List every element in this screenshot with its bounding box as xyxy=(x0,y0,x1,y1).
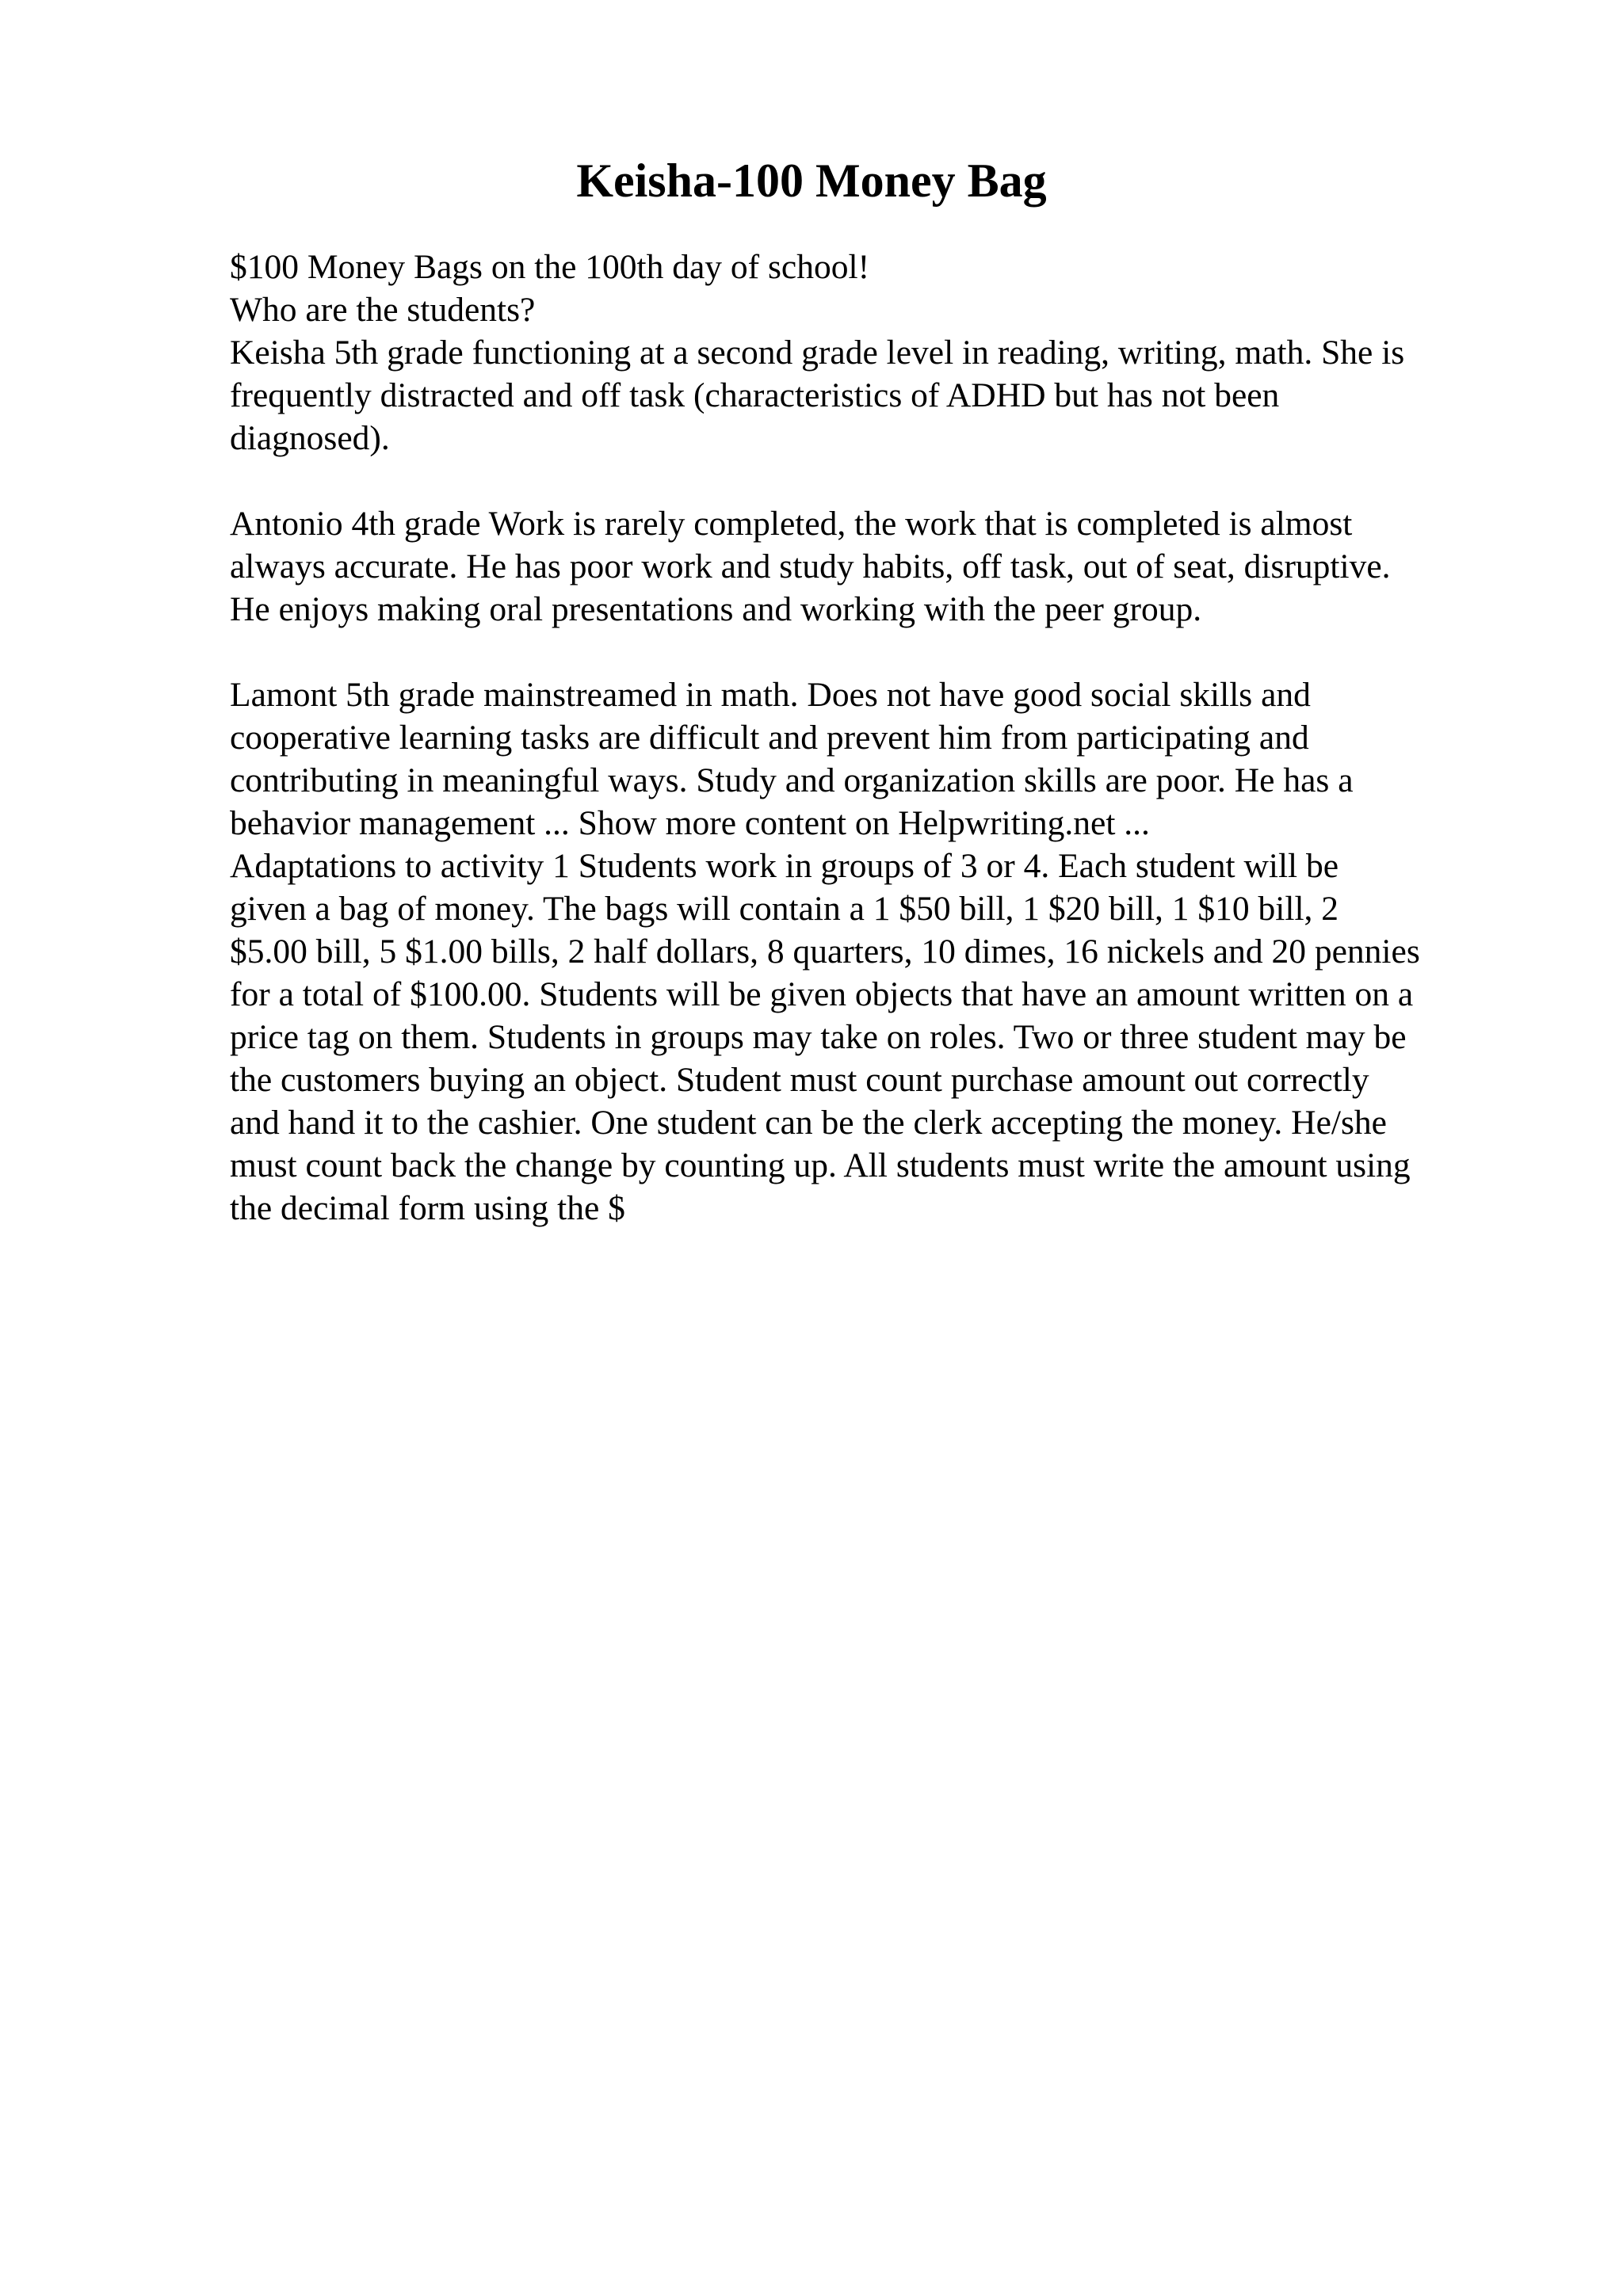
text-line: Who are the students? xyxy=(230,291,536,329)
text-line: must count back the change by counting up. All students must write the amount using xyxy=(230,1146,1411,1184)
text-line: contributing in meaningful ways. Study and organization skills are poor. He has a xyxy=(230,761,1354,799)
text-line: the customers buying an object. Student must count purchase amount out correctly xyxy=(230,1061,1369,1099)
text-line: price tag on them. Students in groups may take on roles. Two or three student may be xyxy=(230,1018,1407,1056)
text-line: Keisha 5th grade functioning at a second grade level in reading, writing, math. She is xyxy=(230,334,1405,372)
document-title: Keisha-100 Money Bag xyxy=(576,154,1047,207)
text-line: for a total of $100.00. Students will be given objects that have an amount written on a xyxy=(230,975,1414,1013)
text-line: behavior management ... Show more content on Helpwriting.net ... xyxy=(230,804,1150,842)
text-line: $100 Money Bags on the 100th day of school! xyxy=(230,248,870,286)
text-line: Antonio 4th grade Work is rarely completed, the work that is completed is almost xyxy=(230,505,1353,543)
text-line: the decimal form using the $ xyxy=(230,1189,625,1227)
paragraph-gap xyxy=(230,631,1514,673)
document-body xyxy=(230,246,1514,1230)
paragraph-gap xyxy=(230,460,1514,502)
text-line: and hand it to the cashier. One student can be the clerk accepting the money. He/she xyxy=(230,1104,1387,1142)
text-line: He enjoys making oral presentations and working with the peer group. xyxy=(230,590,1202,628)
text-line: cooperative learning tasks are difficult and prevent him from participating and xyxy=(230,719,1309,757)
text-line: Lamont 5th grade mainstreamed in math. Does not have good social skills and xyxy=(230,676,1311,714)
text-line: given a bag of money. The bags will contain a 1 $50 bill, 1 $20 bill, 1 $10 bill, 2 xyxy=(230,890,1339,928)
text-line: $5.00 bill, 5 $1.00 bills, 2 half dollars, 8 quarters, 10 dimes, 16 nickels and 20 pennies xyxy=(230,933,1420,971)
text-line: frequently distracted and off task (characteristics of ADHD but has not been xyxy=(230,376,1280,414)
text-line: Adaptations to activity 1 Students work in groups of 3 or 4. Each student will be xyxy=(230,847,1339,885)
text-line: always accurate. He has poor work and study habits, off task, out of seat, disruptive. xyxy=(230,547,1391,585)
text-line: diagnosed). xyxy=(230,419,390,457)
